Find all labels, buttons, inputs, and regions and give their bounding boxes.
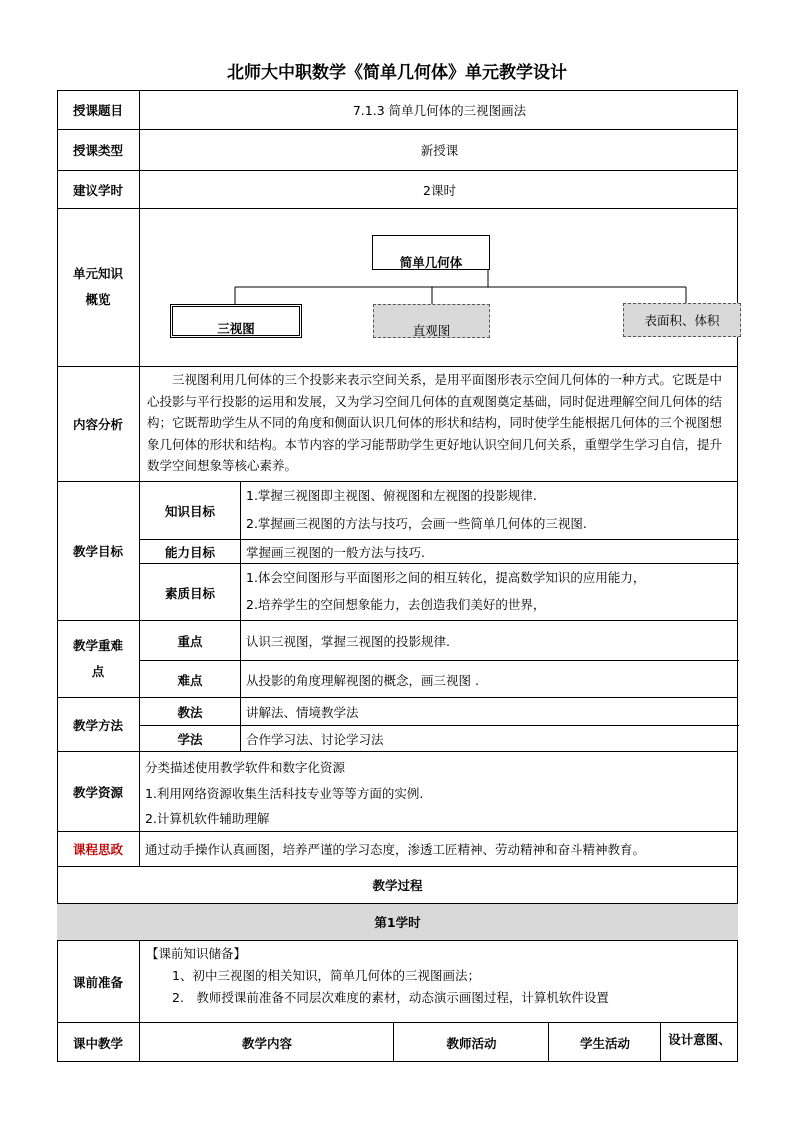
analysis-text: 三视图利用几何体的三个投影来表示空间关系，是用平面图形表示空间几何体的一种方式。它既是中心投影与平行投影的运用和发展，又为学习空间几何体的直观图奠定基础，同时促进理解空间几何体的结构；它既帮助学生从不同的角度和侧面认识几何体的形状和结构，同时使学生能根据几何体的三个视图想象几何体的形状和结构。本节内容的学习能帮助学生更好地认识空间几何关系，重塑学生学习自信，提升数学空间想象等核心素养。 (147, 372, 723, 473)
keypoints-label-line1: 教学重难 (72, 638, 123, 653)
quality-goal-item: 2.培养学生的空间想象能力，去创造我们美好的世界， (246, 597, 546, 612)
knowledge-goal-item: 1.掌握三视图即主视图、俯视图和左视图的投影规律. (246, 488, 537, 503)
row-period (57, 903, 738, 940)
keypoints-label-line2: 点 (91, 664, 105, 679)
learn-method-text: 合作学习法、讨论学习法 (240, 726, 739, 752)
row-analysis (57, 366, 738, 481)
row-type (57, 129, 738, 170)
resources-cell (139, 752, 738, 831)
type-label: 授课类型 (72, 143, 123, 158)
ability-goal-text: 掌握画三视图的一般方法与技巧. (240, 540, 739, 564)
knowledge-diagram (139, 209, 739, 366)
col-teacher: 教师活动 (393, 1023, 549, 1062)
keypoint-difficult (139, 660, 739, 698)
goals-knowledge (139, 482, 739, 539)
row-overview (57, 208, 738, 366)
method-learn (139, 725, 739, 752)
ability-goal-label: 能力目标 (164, 545, 215, 560)
row-process (57, 866, 738, 903)
analysis-cell (139, 367, 738, 481)
inclass-label: 课中教学 (72, 1035, 123, 1051)
methods-label: 教学方法 (72, 717, 123, 733)
col-student: 学生活动 (548, 1023, 661, 1062)
process-heading: 教学过程 (372, 878, 423, 893)
knowledge-goal-item: 2.掌握画三视图的方法与技巧，会画一些简单几何体的三视图. (246, 516, 587, 531)
ideology-text: 通过动手操作认真画图，培养严谨的学习态度，渗透工匠精神、劳动精神和奋斗精神教育。 (139, 832, 738, 866)
period-heading: 第1学时 (374, 915, 421, 930)
row-goals (57, 481, 738, 620)
col-content: 教学内容 (139, 1023, 394, 1062)
key-text: 认识三视图，掌握三视图的投影规律. (240, 621, 739, 660)
difficult-label: 难点 (177, 672, 203, 688)
hours-value: 2课时 (139, 171, 739, 208)
prep-item: 1、初中三视图的相关知识，简单几何体的三视图画法； (172, 968, 480, 983)
col-intent: 设计意图、 (660, 1023, 738, 1062)
goals-ability (139, 539, 739, 564)
teach-method-label: 教法 (177, 704, 203, 720)
type-value: 新授课 (139, 130, 739, 170)
knowledge-goal-label: 知识目标 (164, 503, 215, 519)
prep-item: 2. 教师授课前准备不同层次难度的素材，动态演示画图过程，计算机软件设置 (172, 990, 609, 1005)
row-hours (57, 170, 738, 208)
row-resources (57, 751, 738, 831)
goals-quality (139, 563, 739, 621)
resource-item: 2.计算机软件辅助理解 (145, 811, 270, 826)
diagram-connectors (140, 209, 739, 366)
diagram-root-node: 简单几何体 (372, 235, 490, 270)
resources-label: 教学资源 (72, 784, 123, 800)
keypoint-key (139, 621, 739, 660)
key-label: 重点 (177, 633, 203, 649)
row-prep (57, 940, 738, 1022)
prep-heading: 【课前知识储备】 (146, 946, 247, 961)
quality-goal-items (240, 564, 739, 621)
analysis-label: 内容分析 (72, 417, 123, 432)
difficult-text: 从投影的角度理解视图的概念，画三视图 . (240, 661, 739, 698)
row-topic (57, 90, 738, 129)
hours-label: 建议学时 (72, 182, 123, 198)
prep-cell (139, 941, 738, 1022)
teach-method-text: 讲解法、情境教学法 (240, 698, 739, 725)
knowledge-goal-items (240, 482, 739, 539)
diagram-node-three-views: 三视图 (170, 304, 302, 338)
overview-label-line1: 单元知识 (72, 266, 123, 281)
quality-goal-item: 1.体会空间图形与平面图形之间的相互转化，提高数学知识的应用能力， (246, 570, 646, 585)
row-methods (57, 697, 738, 751)
document-title: 北师大中职数学《简单几何体》单元教学设计 (227, 63, 567, 83)
ideology-label: 课程思政 (72, 842, 123, 857)
resource-item: 分类描述使用教学软件和数字化资源 (145, 760, 346, 775)
goals-label: 教学目标 (72, 544, 123, 559)
keypoints-label (57, 633, 139, 685)
learn-method-label: 学法 (177, 732, 203, 747)
diagram-node-surface-volume: 表面积、体积 (623, 303, 741, 337)
overview-label-line2: 概览 (85, 292, 111, 307)
prep-label: 课前准备 (72, 974, 123, 990)
row-ideology (57, 831, 738, 866)
method-teach (139, 698, 739, 725)
topic-value: 7.1.3 简单几何体的三视图画法 (139, 90, 739, 129)
diagram-node-intuitive: 直观图 (373, 304, 490, 338)
resource-item: 1.利用网络资源收集生活科技专业等等方面的实例. (145, 785, 424, 801)
quality-goal-label: 素质目标 (164, 585, 215, 601)
row-keypoints (57, 620, 738, 697)
row-inclass (57, 1022, 738, 1062)
overview-label (57, 261, 139, 313)
topic-label: 授课题目 (72, 102, 123, 118)
